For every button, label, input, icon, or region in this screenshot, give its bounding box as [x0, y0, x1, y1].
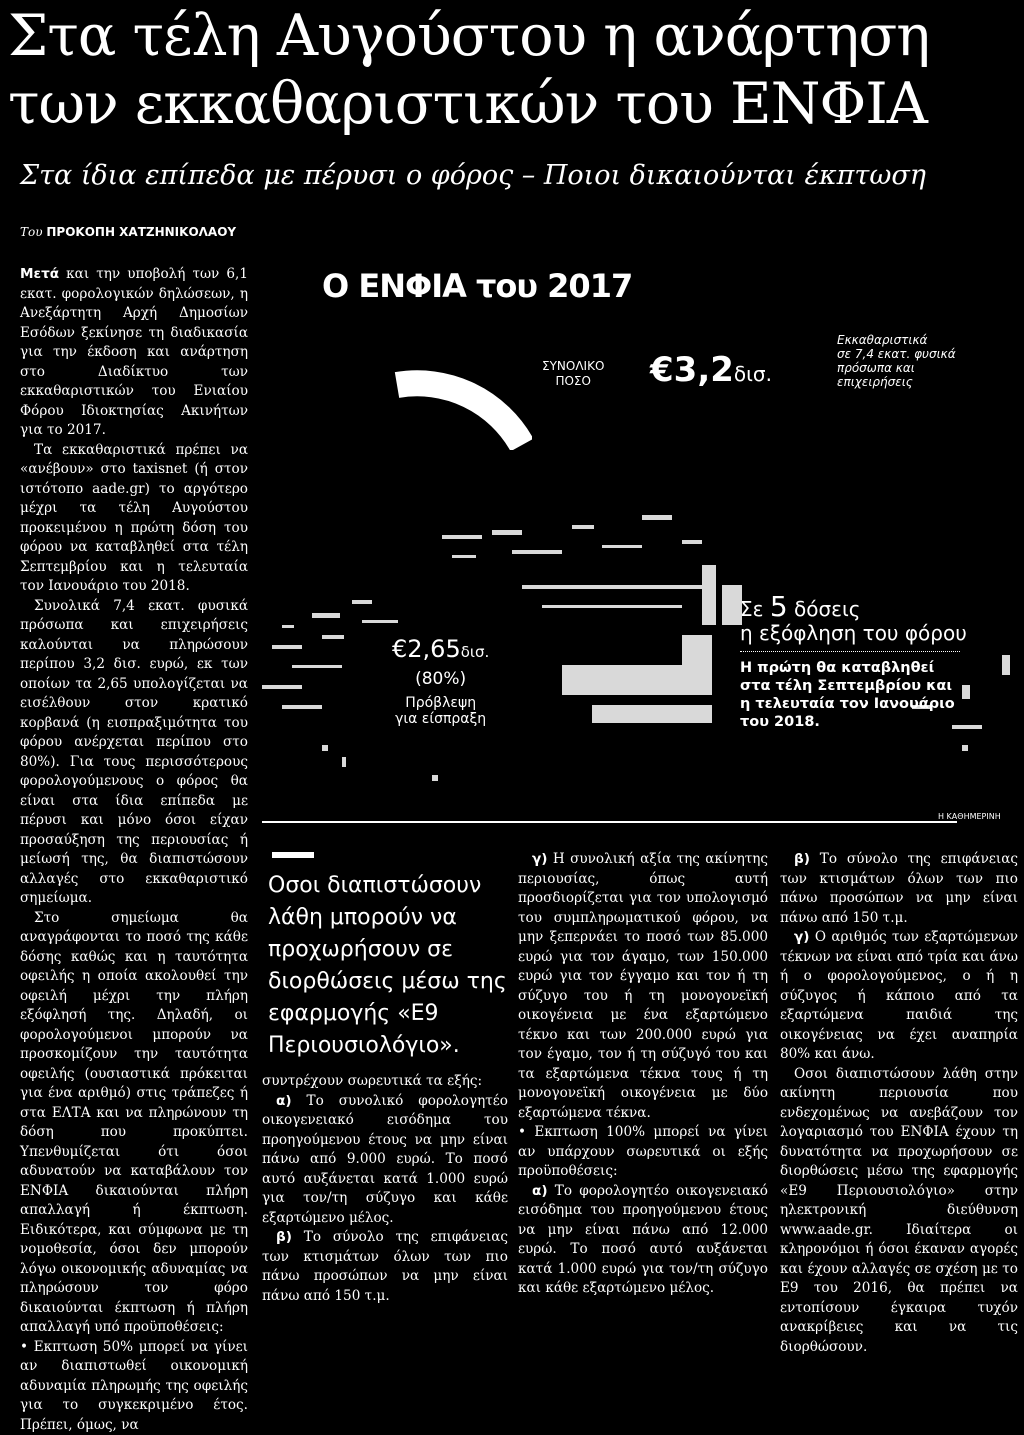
pullquote: Οσοι διαπιστώσουν λάθη μπορούν να προχωρήσουν σε διορθώσεις μέσω της εφαρμογής «Ε9 Περιουσιολόγιο».	[268, 870, 508, 1062]
item-marker: α)	[276, 1093, 292, 1109]
item-marker: γ)	[794, 929, 809, 945]
headline-line-2: των εκκαθαριστικών του ΕΝΦΙΑ	[8, 70, 1018, 138]
forecast-unit: δισ.	[461, 643, 490, 661]
headline-line-1: Στα τέλη Αυγούστου η ανάρτηση	[8, 2, 1018, 70]
city-skyline-image	[262, 495, 1024, 815]
forecast-value: €2,65	[392, 635, 461, 663]
forecast-percent: (80%)	[392, 669, 489, 689]
paragraph	[518, 1182, 768, 1299]
paragraph-text: Το συνολικό φορολογητέο οικογενειακό εισόδημα του προηγούμενου έτους να μην είναι πάνω από 9.000 ευρώ. Το ποσό αυτό αυξάνεται κατά 1.000 ευρώ για τον/τη σύζυγο και κάθε εξαρτώμενο μέλος.	[262, 1093, 508, 1226]
installments-title	[740, 595, 967, 645]
taxpayers-line: Εκκαθαριστικά	[837, 333, 956, 347]
installments-post: δόσεις	[794, 597, 860, 621]
total-value	[650, 350, 772, 390]
paragraph-text: και την υποβολή των 6,1 εκατ. φορολογικών δηλώσεων, η Ανεξάρτητη Αρχή Δημοσίων Εσόδων ξεκίνησε τη διαδικασία για την έκδοση και ανάρτηση στο Διαδίκτυο των εκκαθαριστικών του Ενιαίου Φόρου Ιδιοκτησίας Ακινήτων για το 2017.	[20, 266, 248, 438]
paragraph-text: Το φορολογητέο οικογενειακό εισόδημα του προηγούμενου έτους να μην είναι πάνω από 12.000 ευρώ. Το ποσό αυτό αυξάνεται κατά 1.000 ευρώ για τον/τη σύζυγο και κάθε εξαρτώμενο μέλος.	[518, 1183, 768, 1297]
pullquote-bar	[272, 852, 314, 858]
installments-text-line: η τελευταία τον Ιανουάριο	[740, 695, 980, 713]
taxpayers-line: σε 7,4 εκατ. φυσικά	[837, 347, 956, 361]
taxpayers-note	[837, 333, 956, 389]
item-marker: β)	[276, 1229, 292, 1245]
article-column-2	[262, 1072, 508, 1306]
paragraph	[20, 265, 248, 441]
byline-prefix: Του	[20, 225, 43, 239]
paragraph	[262, 1092, 508, 1229]
installments-line2: η εξόφληση του φόρου	[740, 621, 967, 645]
paragraph	[518, 850, 768, 1123]
installments-text	[740, 659, 980, 731]
paragraph-text: Η συνολική αξία της ακίνητης περιουσίας, όπως αυτή προσδιορίζεται για τον υπολογισμό του συμπληρωματικού φόρου, να μην ξεπερνάει το ποσό των 85.000 ευρώ για τον άγαμο, των 150.000 ευρώ για τον έγγαμο και τον ή τη σύζυγο του ή τη μονογονεϊκή οικογένεια με ένα εξαρτώμενο τέκνο και των 200.000 ευρώ για τον έγαμο, τον ή τη σύζυγό του και τα εξαρτώμενα τέκνα τους ή τη μονογονεϊκή οικογένεια με δύο εξαρτώμενα τέκνα.	[518, 851, 768, 1121]
installments-text-line: στα τέλη Σεπτεμβρίου και	[740, 677, 980, 695]
paragraph	[780, 850, 1018, 928]
forecast-label	[392, 695, 489, 727]
total-label	[542, 359, 604, 389]
total-label-line: ΣΥΝΟΛΙΚΟ	[542, 359, 604, 374]
paragraph: Στο σημείωμα θα αναγράφονται το ποσό της κάθε δόσης καθώς και η ταυτότητα οφειλής η οποία ακολουθεί την οφειλή μέχρι την πλήρη εξόφλησή της. Δηλαδή, οι φορολογούμενοι μπορούν να προσκομίζουν την ταυτότητα οφειλής (ουσιαστικά πρόκειται για ένα αριθμό) στις τράπεζες ή στα ΕΛΤΑ και να πληρώνουν τη δόση που προκύπτει. Υπενθυμίζεται ότι όσοι αδυνατούν να καταβάλουν τον ΕΝΦΙΑ δικαιούνται πλήρη απαλλαγή ή έκπτωση. Ειδικότερα, και σύμφωνα με τη νομοθεσία, όσοι δεν μπορούν λόγω οικονομικής αδυναμίας να πληρώσουν τον φόρο δικαιούνται έκπτωση ή πλήρη απαλλαγή υπό προϋποθέσεις:	[20, 909, 248, 1338]
byline	[20, 225, 236, 239]
paragraph: Οσοι διαπιστώσουν λάθη στην ακίνητη περιουσία που ενδεχομένως να ανεβάζουν τον λογαριασμό του ΕΝΦΙΑ έχουν τη δυνατότητα να προχωρήσουν σε διορθώσεις μέσω της εφαρμογής «Ε9 Περιουσιολόγιο» στην ηλεκτρονική διεύθυνση www.aade.gr. Ιδιαίτερα οι κληρονόμοι ή όσοι έκαναν αγορές και έχουν αλλαγές σε σχέση με το Ε9 του 2016, θα πρέπει να εντοπίσουν έγκαιρα τυχόν ανακρίβειες και να τις διορθώσουν.	[780, 1065, 1018, 1358]
paragraph-text: Το σύνολο της επιφάνειας των κτισμάτων όλων των πιο πάνω προσώπων να μην είναι πάνω από 150 τ.μ.	[780, 851, 1018, 926]
item-marker: α)	[532, 1183, 548, 1199]
total-label-line: ΠΟΣΟ	[542, 374, 604, 389]
paragraph	[262, 1228, 508, 1306]
infographic	[262, 255, 1024, 820]
lead-word: Μετά	[20, 266, 59, 282]
paragraph: • Εκπτωση 50% μπορεί να γίνει αν διαπιστωθεί οικονομική αδυναμία πληρωμής της οφειλής για το συγκεκριμένο έτος. Πρέπει, όμως, να	[20, 1338, 248, 1435]
forecast-label-line: για είσπραξη	[392, 711, 489, 727]
total-amount: €3,2	[650, 350, 734, 390]
installments-pre: Σε	[740, 597, 763, 621]
article-column-3	[518, 850, 768, 1299]
installments-text-line: Η πρώτη θα καταβληθεί	[740, 659, 980, 677]
article-column-4	[780, 850, 1018, 1357]
total-unit: δισ.	[734, 362, 772, 386]
forecast-label-line: Πρόβλεψη	[392, 695, 489, 711]
paragraph	[780, 928, 1018, 1065]
installments-text-line: του 2018.	[740, 713, 980, 731]
infographic-credit: Η ΚΑΘΗΜΕΡΙΝΗ	[938, 812, 1001, 821]
paragraph: Τα εκκαθαριστικά πρέπει να «ανέβουν» στο taxisnet (ή στον ιστότοπο aade.gr) το αργότερο μέχρι τα τέλη Αυγούστου προκειμένου η πρώτη δόση του φόρου να καταβληθεί στα τέλη Σεπτεμβρίου και η τελευταία τον Ιανουάριο του 2018.	[20, 441, 248, 597]
headline	[8, 2, 1018, 138]
paragraph: Συνολικά 7,4 εκατ. φυσικά πρόσωπα και επιχειρήσεις καλούνται να πληρώσουν περίπου 3,2 δισ. ευρώ, εκ των οποίων τα 2,65 υπολογίζεται να εισέλθουν στον κρατικό κορβανά (η εισπραξιμότητα του φόρου ανέρχεται περίπου στο 80%). Για τους περισσότερους φορολογούμενους ο φόρος θα είναι στα ίδια επίπεδα με πέρυσι και μόνο όσοι είχαν προσαύξηση της περιουσίας ή μείωσή της, θα διαπιστώσουν αλλαγές στο εκκαθαριστικό σημείωμα.	[20, 597, 248, 909]
installments-number: 5	[770, 590, 788, 623]
byline-author: ΠΡΟΚΟΠΗ ΧΑΤΖΗΝΙΚΟΛΑΟΥ	[46, 225, 236, 239]
article-column-1	[20, 265, 248, 1435]
gauge-arc	[392, 360, 532, 450]
item-marker: β)	[794, 851, 810, 867]
divider	[740, 651, 960, 652]
paragraph: • Εκπτωση 100% μπορεί να γίνει αν υπάρχουν σωρευτικά οι εξής προϋποθέσεις:	[518, 1123, 768, 1182]
taxpayers-line: πρόσωπα και	[837, 361, 956, 375]
infographic-title: Ο ΕΝΦΙΑ του 2017	[322, 267, 632, 305]
paragraph: συντρέχουν σωρευτικά τα εξής:	[262, 1072, 508, 1092]
subheadline: Στα ίδια επίπεδα με πέρυσι ο φόρος – Ποιοι δικαιούνται έκπτωση	[20, 160, 926, 191]
taxpayers-line: επιχειρήσεις	[837, 375, 956, 389]
credit-rule	[262, 821, 957, 823]
item-marker: γ)	[532, 851, 547, 867]
paragraph-text: Το σύνολο της επιφάνειας των κτισμάτων όλων των πιο πάνω προσώπων να μην είναι πάνω από 150 τ.μ.	[262, 1229, 508, 1304]
forecast-block	[392, 635, 489, 727]
paragraph-text: Ο αριθμός των εξαρτώμενων τέκνων να είναι από τρία και άνω ή ο φορολογούμενος, ο ή η σύζυγος ή κάποιο από τα εξαρτώμενα παιδιά της οικογένειας να έχει αναπηρία 80% και άνω.	[780, 929, 1018, 1062]
